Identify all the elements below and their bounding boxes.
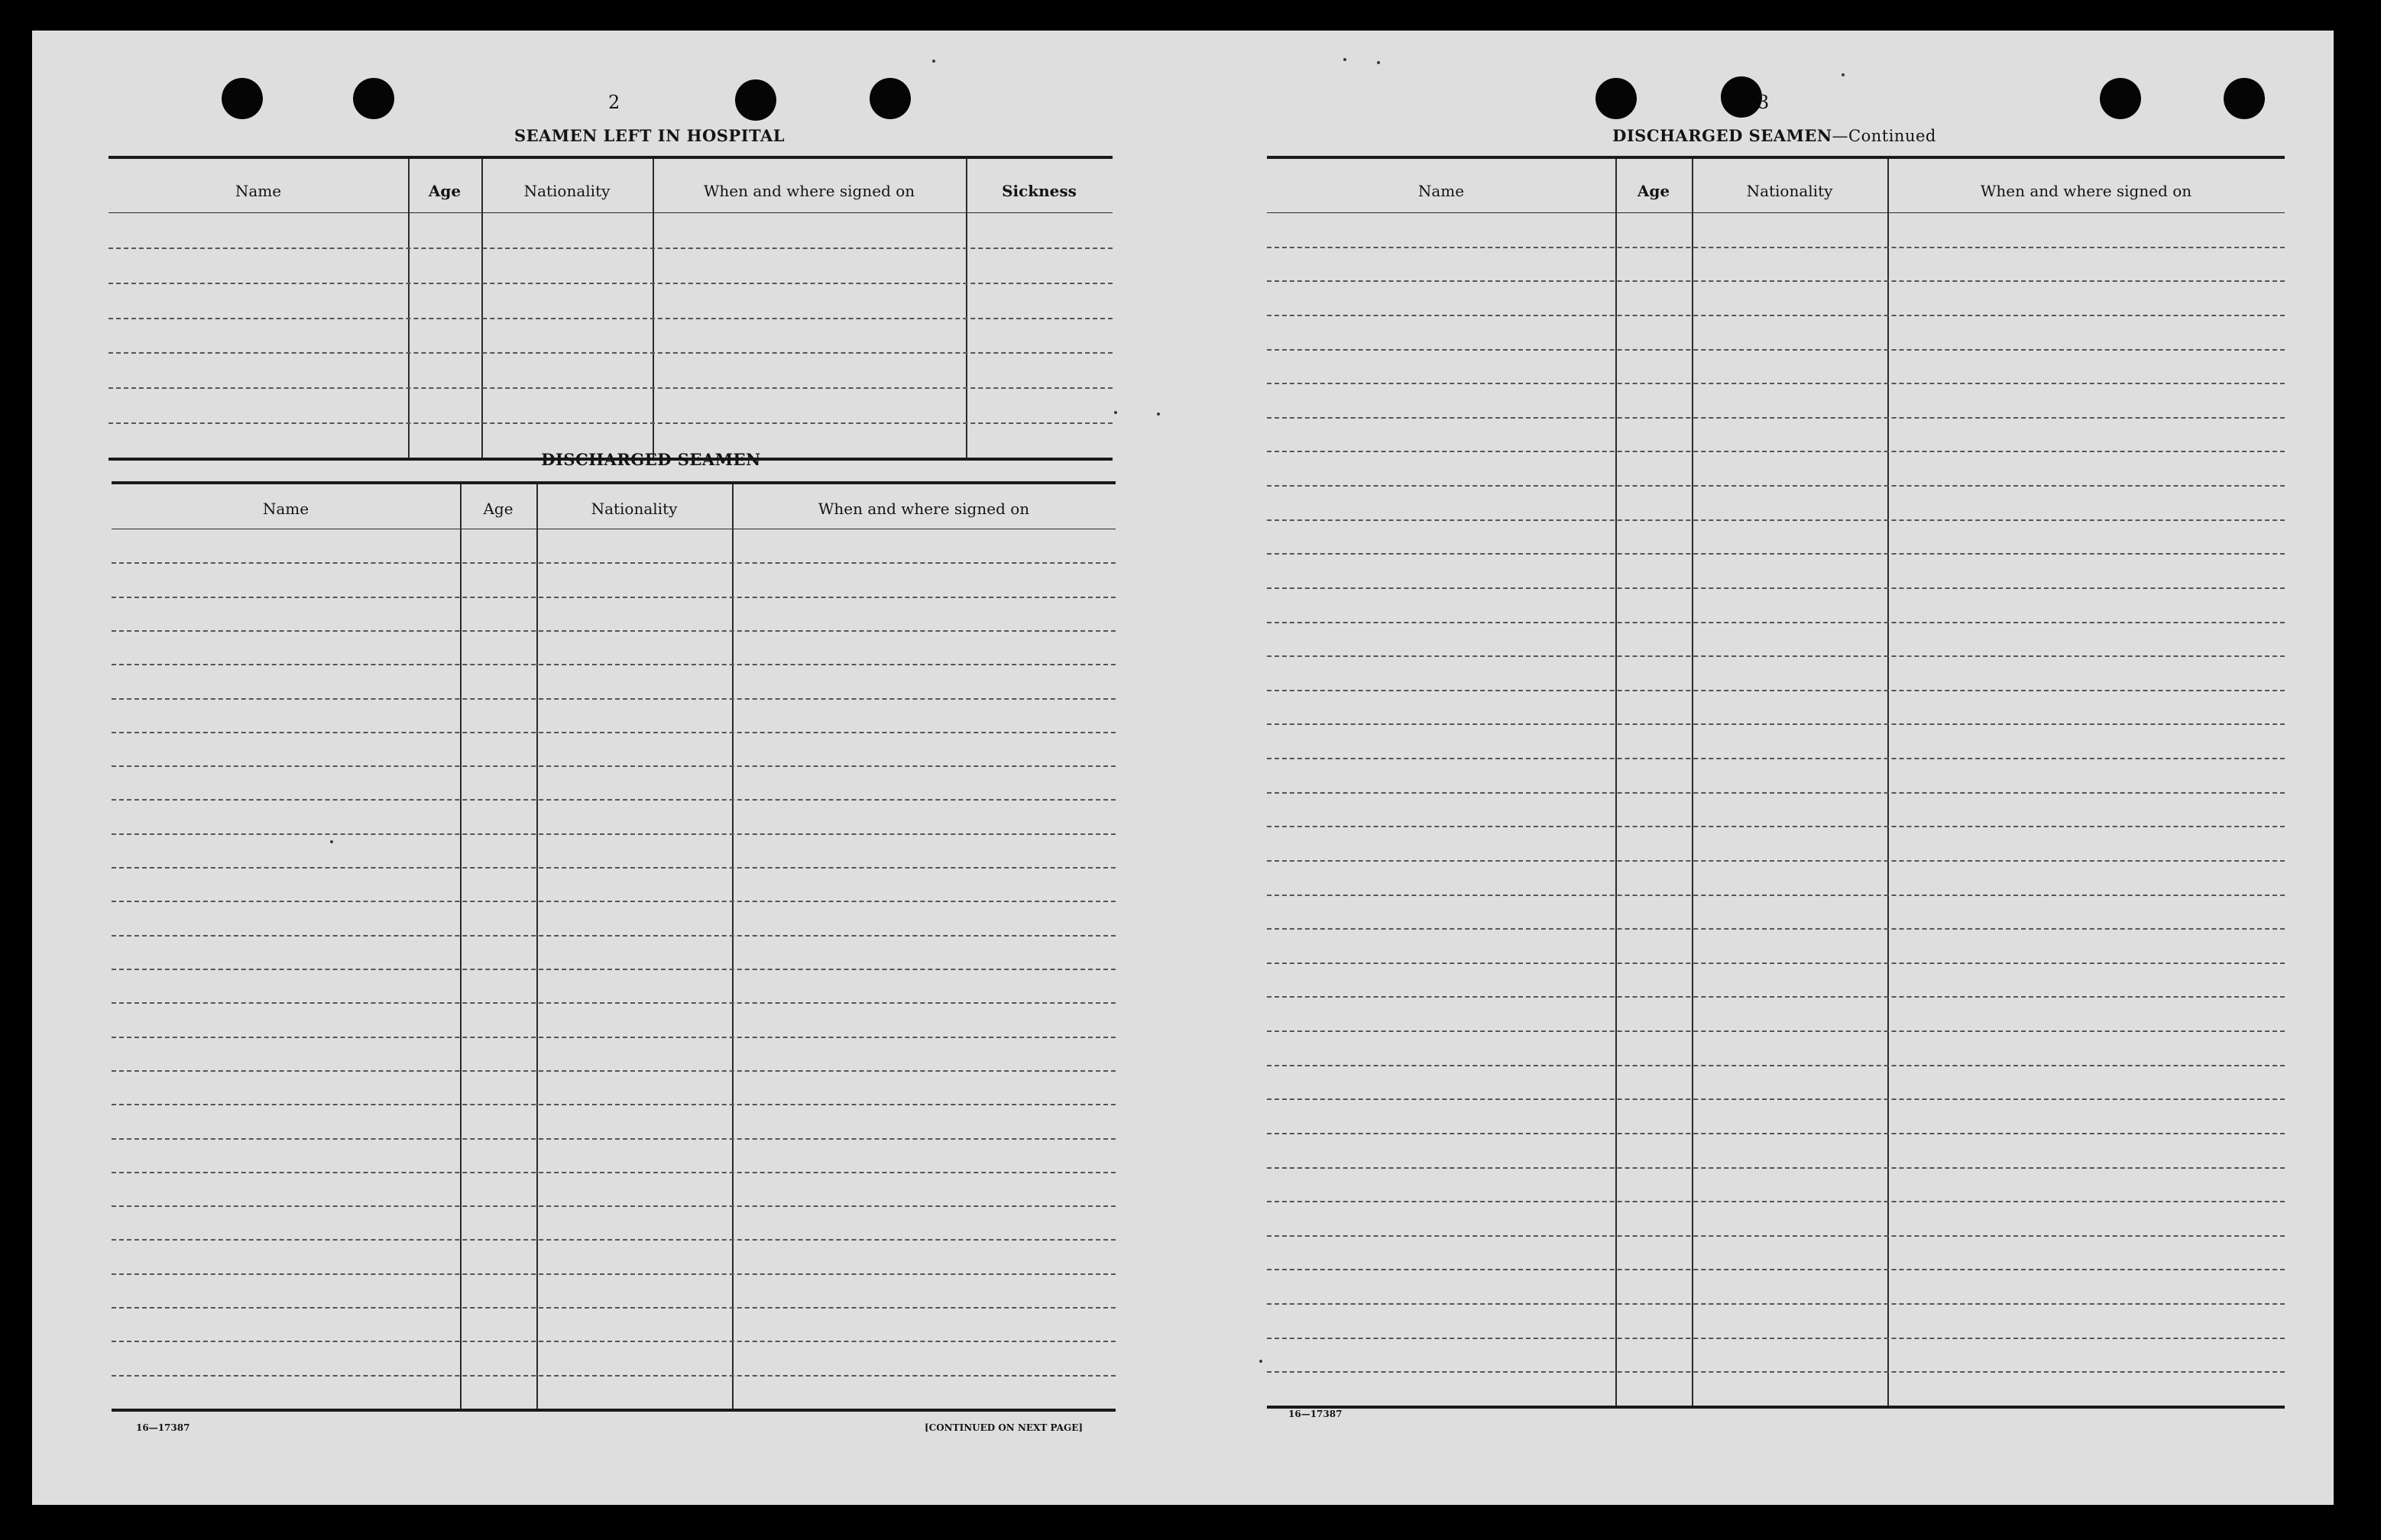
table-row-line xyxy=(1267,826,2285,827)
table-row-line xyxy=(1267,622,2285,623)
col-header-name: Name xyxy=(235,182,282,200)
table-row-line xyxy=(1267,690,2285,691)
table-top-rule xyxy=(1267,156,2285,159)
table-row-line xyxy=(109,283,1113,284)
column-divider xyxy=(1615,159,1617,1406)
table-header-rule xyxy=(109,212,1113,213)
table-row-line xyxy=(1267,1235,2285,1237)
column-divider xyxy=(408,159,410,458)
table-row-line xyxy=(112,630,1116,632)
paper-speck xyxy=(1842,73,1845,76)
table-row-line xyxy=(1267,485,2285,487)
table-row-line xyxy=(1267,417,2285,419)
col-header-nationality: Nationality xyxy=(523,182,611,200)
table-row-line xyxy=(1267,655,2285,657)
col-header-signed-on: When and where signed on xyxy=(1980,182,2192,200)
table-row-line xyxy=(112,867,1116,869)
col-header-age: Age xyxy=(1637,182,1670,200)
table-row-line xyxy=(112,1037,1116,1038)
table-row-line xyxy=(1267,349,2285,351)
table-row-line xyxy=(112,799,1116,801)
paper-speck xyxy=(1157,412,1160,416)
col-header-sickness: Sickness xyxy=(1002,182,1077,200)
table-row-line xyxy=(1267,962,2285,964)
punch-hole xyxy=(1595,78,1637,119)
hospital-section-title: SEAMEN LEFT IN HOSPITAL xyxy=(513,126,786,145)
table-row-line xyxy=(1267,860,2285,862)
table-row-line xyxy=(1267,247,2285,248)
discharged-table xyxy=(112,481,1116,1412)
table-row-line xyxy=(1267,1065,2285,1066)
table-row-line xyxy=(1267,758,2285,759)
discharged-section-title: DISCHARGED SEAMEN xyxy=(541,450,761,469)
col-header-name: Name xyxy=(1417,182,1465,200)
table-row-line xyxy=(1267,519,2285,521)
table-row-line xyxy=(112,597,1116,598)
table-row-line xyxy=(109,318,1113,319)
punch-hole xyxy=(222,78,263,119)
column-divider xyxy=(536,484,538,1409)
table-row-line xyxy=(1267,1098,2285,1100)
table-row-line xyxy=(1267,1371,2285,1373)
paper-speck xyxy=(932,60,935,63)
table-row-line xyxy=(1267,587,2285,589)
table-row-line xyxy=(109,247,1113,249)
table-row-line xyxy=(112,833,1116,835)
column-divider xyxy=(1692,159,1693,1406)
column-divider xyxy=(460,484,462,1409)
table-row-line xyxy=(1267,315,2285,316)
punch-hole xyxy=(353,78,394,119)
table-row-line xyxy=(112,562,1116,564)
table-row-line xyxy=(112,664,1116,665)
hospital-table xyxy=(109,156,1113,461)
form-number-left: 16—17387 xyxy=(136,1422,190,1433)
table-row-line xyxy=(109,352,1113,354)
table-row-line xyxy=(112,901,1116,902)
table-top-rule xyxy=(109,156,1113,159)
table-row-line xyxy=(112,1138,1116,1140)
table-row-line xyxy=(1267,1269,2285,1270)
table-row-line xyxy=(112,1239,1116,1241)
table-row-line xyxy=(1267,1201,2285,1202)
table-row-line xyxy=(112,1375,1116,1377)
table-row-line xyxy=(109,422,1113,424)
table-row-line xyxy=(112,732,1116,733)
paper-speck xyxy=(1343,58,1346,61)
paper-speck xyxy=(1259,1360,1262,1363)
column-divider xyxy=(653,159,654,458)
col-header-signed-on: When and where signed on xyxy=(818,500,1030,518)
table-row-line xyxy=(112,969,1116,970)
table-row-line xyxy=(109,387,1113,389)
table-row-line xyxy=(1267,1167,2285,1169)
discharged-continued-table xyxy=(1267,156,2285,1409)
table-header-rule xyxy=(1267,212,2285,213)
table-row-line xyxy=(112,1341,1116,1342)
table-row-line xyxy=(1267,895,2285,896)
discharged-continued-title xyxy=(1591,126,1958,145)
page-number-left: 2 xyxy=(608,92,620,113)
table-row-line xyxy=(112,1307,1116,1309)
punch-hole xyxy=(2224,78,2265,119)
punch-hole xyxy=(2100,78,2141,119)
discharged-title-suffix: —Continued xyxy=(1832,127,1936,145)
table-bottom-rule xyxy=(112,1409,1116,1412)
ledger-sheet xyxy=(32,31,2334,1505)
continued-note: [CONTINUED ON NEXT PAGE] xyxy=(925,1422,1084,1433)
table-row-line xyxy=(1267,1338,2285,1339)
table-row-line xyxy=(1267,1303,2285,1305)
col-header-signed-on: When and where signed on xyxy=(703,182,915,200)
table-row-line xyxy=(1267,928,2285,930)
paper-speck xyxy=(1114,411,1117,414)
table-row-line xyxy=(112,1273,1116,1275)
discharged-title-bold: DISCHARGED SEAMEN xyxy=(1612,126,1832,145)
table-row-line xyxy=(1267,996,2285,998)
col-header-name: Name xyxy=(262,500,309,518)
column-divider xyxy=(1887,159,1889,1406)
table-row-line xyxy=(1267,451,2285,452)
col-header-nationality: Nationality xyxy=(591,500,678,518)
punch-hole xyxy=(1721,76,1762,118)
column-divider xyxy=(732,484,734,1409)
table-row-line xyxy=(1267,1030,2285,1032)
table-row-line xyxy=(112,1205,1116,1207)
table-row-line xyxy=(112,765,1116,767)
punch-hole xyxy=(735,79,776,121)
column-divider xyxy=(966,159,967,458)
col-header-age: Age xyxy=(483,500,513,518)
table-top-rule xyxy=(112,481,1116,484)
punch-hole xyxy=(870,78,911,119)
table-bottom-rule xyxy=(1267,1406,2285,1409)
table-row-line xyxy=(112,1172,1116,1173)
table-row-line xyxy=(112,935,1116,937)
table-row-line xyxy=(1267,792,2285,794)
table-row-line xyxy=(1267,383,2285,384)
form-number-right: 16—17387 xyxy=(1288,1409,1343,1419)
paper-speck xyxy=(1377,61,1380,64)
table-row-line xyxy=(1267,723,2285,725)
column-divider xyxy=(481,159,483,458)
table-row-line xyxy=(1267,553,2285,555)
col-header-age: Age xyxy=(428,182,462,200)
col-header-nationality: Nationality xyxy=(1746,182,1833,200)
table-row-line xyxy=(1267,1133,2285,1134)
table-row-line xyxy=(112,698,1116,700)
table-row-line xyxy=(1267,280,2285,282)
table-row-line xyxy=(112,1070,1116,1072)
table-row-line xyxy=(112,1104,1116,1105)
page-number-right: 3 xyxy=(1757,92,1770,113)
table-row-line xyxy=(112,1002,1116,1004)
